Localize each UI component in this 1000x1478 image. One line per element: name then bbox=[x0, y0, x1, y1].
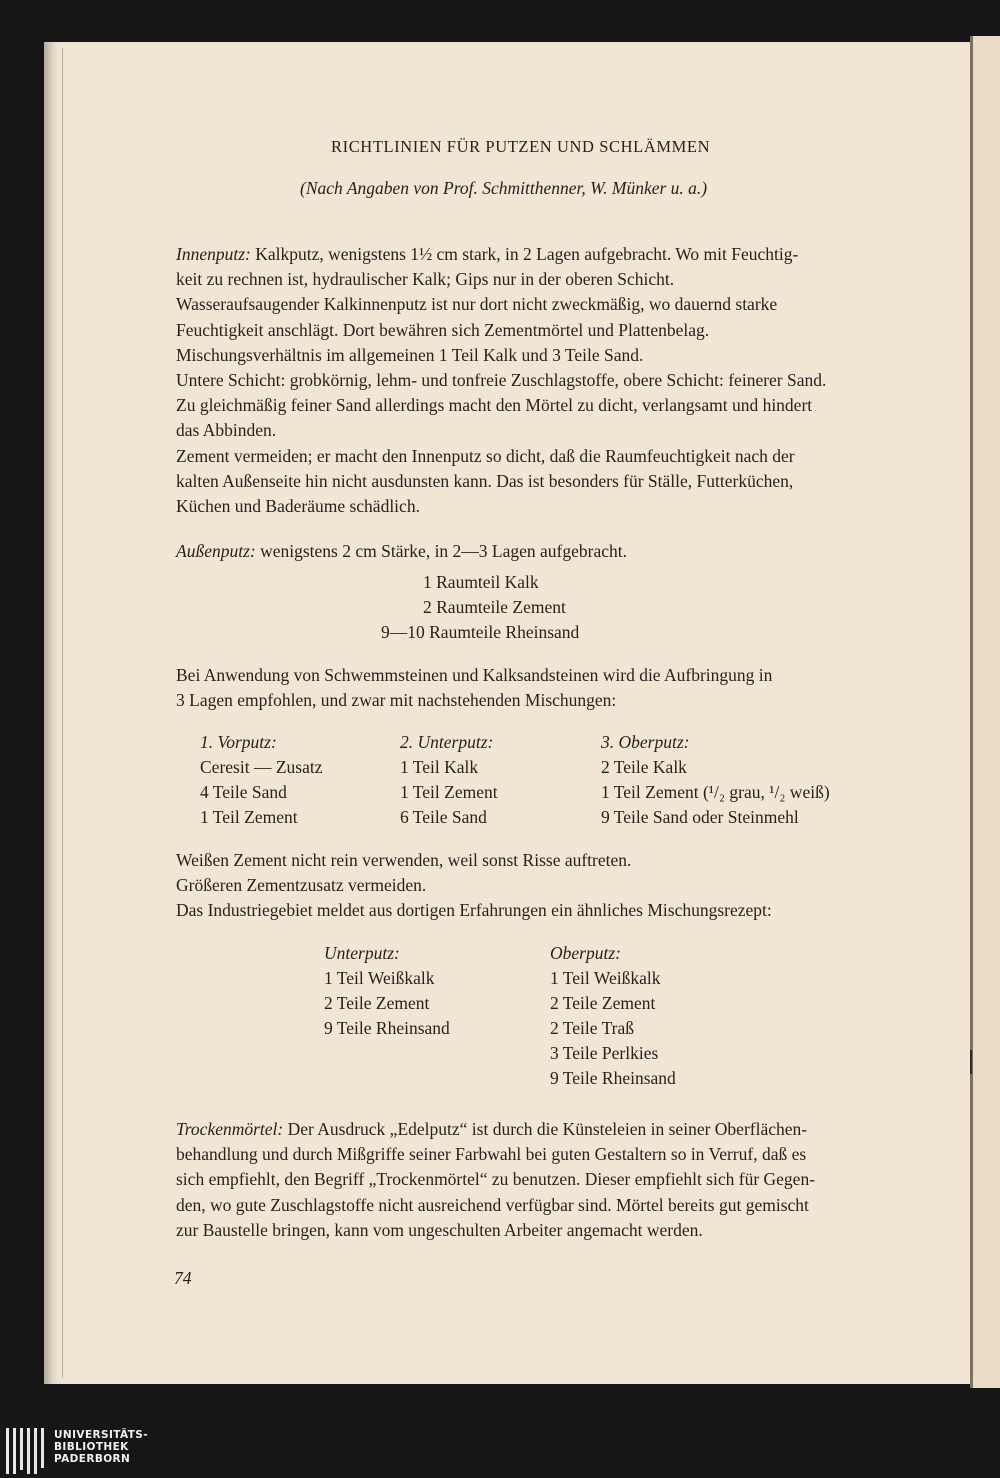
innenputz-line: Zu gleichmäßig feiner Sand allerdings macht den Mörtel zu dicht, verlangsamt und hindert bbox=[176, 395, 813, 416]
industrie-cell: 2 Teile Zement bbox=[550, 993, 656, 1013]
industrie-cell: 3 Teile Perlkies bbox=[550, 1043, 659, 1063]
trockenmoertel-line: behandlung und durch Mißgriffe seiner Farbwahl bei guten Gestaltern so in Verruf, daß es bbox=[176, 1144, 807, 1165]
industrie-col-head: Unterputz: bbox=[324, 943, 400, 963]
innenputz-label: Innenputz: bbox=[176, 244, 251, 264]
aussenputz-intro: Außenputz: wenigstens 2 cm Stärke, in 2—3 Lagen aufgebracht. bbox=[176, 541, 627, 561]
trockenmoertel-line: zur Baustelle bringen, kann vom ungeschulten Arbeiter angemacht werden. bbox=[176, 1219, 703, 1240]
industrie-cell: 9 Teile Rheinsand bbox=[550, 1068, 676, 1088]
industrie-cell: 2 Teile Zement bbox=[324, 993, 430, 1013]
aussenputz-paragraph bbox=[176, 663, 902, 713]
mix-col-head: 1. Vorputz: bbox=[200, 732, 277, 752]
innenputz-line: Mischungsverhältnis im allgemeinen 1 Teil Kalk und 3 Teile Sand. bbox=[176, 344, 644, 365]
aussenputz-line: 3 Lagen empfohlen, und zwar mit nachstehenden Mischungen: bbox=[176, 690, 617, 711]
mix-cell: 2 Teile Kalk bbox=[601, 757, 687, 777]
note-line: Das Industriegebiet meldet aus dortigen Erfahrungen ein ähnliches Mischungsrezept: bbox=[176, 900, 772, 920]
mix-cell: 4 Teile Sand bbox=[200, 782, 287, 802]
mix-cell: 9 Teile Sand oder Steinmehl bbox=[601, 807, 799, 827]
trockenmoertel-label: Trockenmörtel: bbox=[176, 1119, 284, 1139]
trockenmoertel-section bbox=[176, 1117, 902, 1243]
trockenmoertel-line: sich empfiehlt, den Begriff „Trockenmörtel“ zu benutzen. Dieser empfiehlt sich für Gegen- bbox=[176, 1169, 816, 1190]
logo-line: UNIVERSITÄTS- bbox=[54, 1429, 149, 1441]
logo-line: PADERBORN bbox=[54, 1453, 131, 1465]
note-line: Weißen Zement nicht rein verwenden, weil sonst Risse auftreten. bbox=[176, 850, 632, 870]
innenputz-line: keit zu rechnen ist, hydraulischer Kalk; Gips nur in der oberen Schicht. bbox=[176, 269, 675, 290]
library-logo bbox=[6, 1428, 149, 1474]
trockenmoertel-line: den, wo gute Zuschlagstoffe nicht ausreichend verfügbar sind. Mörtel bereits gut gemischt bbox=[176, 1194, 809, 1215]
aussenputz-line: Bei Anwendung von Schwemmsteinen und Kalksandsteinen wird die Aufbringung in bbox=[176, 665, 773, 685]
industrie-cell: 1 Teil Weißkalk bbox=[324, 968, 435, 988]
industrie-col-head: Oberputz: bbox=[550, 943, 621, 963]
mix-cell: 1 Teil Zement bbox=[400, 782, 498, 802]
mix-col-head: 3. Oberputz: bbox=[601, 732, 690, 752]
mix-col-head: 2. Unterputz: bbox=[400, 732, 494, 752]
industrie-cell: 2 Teile Traß bbox=[550, 1018, 635, 1038]
page-title: RICHTLINIEN FÜR PUTZEN UND SCHLÄMMEN bbox=[331, 137, 711, 156]
innenputz-line: Feuchtigkeit anschlägt. Dort bewähren sich Zementmörtel und Plattenbelag. bbox=[176, 319, 710, 340]
mix-cell: 6 Teile Sand bbox=[400, 807, 487, 827]
innenputz-line: Zement vermeiden; er macht den Innenputz so dicht, daß die Raumfeuchtigkeit nach der bbox=[176, 445, 795, 466]
page-subtitle: (Nach Angaben von Prof. Schmitthenner, W. Münker u. a.) bbox=[300, 178, 708, 198]
innenputz-line: Wasseraufsaugender Kalkinnenputz ist nur dort nicht zweckmäßig, wo dauernd starke bbox=[176, 294, 778, 315]
industrie-cell: 9 Teile Rheinsand bbox=[324, 1018, 450, 1038]
mix-cell: 1 Teil Zement (¹/₂ grau, ¹/₂ weiß) bbox=[601, 782, 830, 802]
innenputz-line: kalten Außenseite hin nicht ausdunsten kann. Das ist besonders für Ställe, Futterküchen, bbox=[176, 470, 794, 491]
aussenputz-mix-3: 9—10 Raumteile Rheinsand bbox=[381, 622, 580, 642]
innenputz-line: das Abbinden. bbox=[176, 420, 277, 441]
innenputz-section bbox=[176, 242, 902, 519]
innenputz-line: Innenputz: Kalkputz, wenigstens 1½ cm stark, in 2 Lagen aufgebracht. Wo mit Feuchtig- bbox=[176, 244, 799, 264]
aussenputz-mix-2: 2 Raumteile Zement bbox=[423, 597, 566, 617]
page-number: 74 bbox=[174, 1268, 192, 1288]
mix-cell: Ceresit — Zusatz bbox=[200, 757, 323, 777]
logo-line: BIBLIOTHEK bbox=[54, 1441, 129, 1453]
industrie-cell: 1 Teil Weißkalk bbox=[550, 968, 661, 988]
aussenputz-label: Außenputz: bbox=[176, 541, 256, 561]
mix-cell: 1 Teil Zement bbox=[200, 807, 298, 827]
gutter-line bbox=[62, 48, 63, 1378]
trockenmoertel-line: Trockenmörtel: Der Ausdruck „Edelputz“ ist durch die Künsteleien in seiner Oberflächen- bbox=[176, 1119, 808, 1139]
mix-cell: 1 Teil Kalk bbox=[400, 757, 479, 777]
innenputz-line: Untere Schicht: grobkörnig, lehm- und tonfreie Zuschlagstoffe, obere Schicht: feinerer Sand. bbox=[176, 370, 827, 391]
next-page-edge bbox=[970, 36, 1000, 1388]
aussenputz-mix-1: 1 Raumteil Kalk bbox=[423, 572, 539, 592]
innenputz-line: Küchen und Baderäume schädlich. bbox=[176, 496, 420, 517]
note-line: Größeren Zementzusatz vermeiden. bbox=[176, 875, 427, 895]
